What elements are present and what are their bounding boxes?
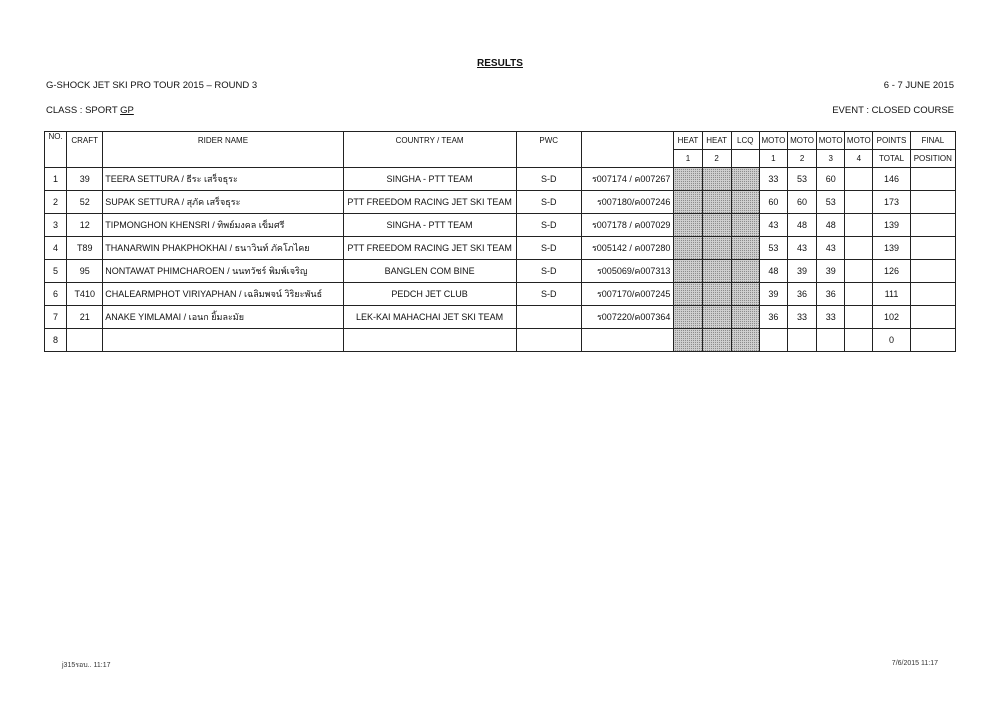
cell-moto-3: 60 (817, 168, 845, 191)
cell-no: 7 (45, 306, 67, 329)
col-pwc: PWC (516, 132, 581, 150)
cell-registration: ร005069/ค007313 (581, 260, 674, 283)
cell-moto-1: 60 (759, 191, 787, 214)
cell-heat-1 (674, 191, 702, 214)
cell-heat-2 (702, 237, 731, 260)
col-rider: RIDER NAME (103, 132, 343, 150)
class-label (46, 105, 134, 116)
cell-heat-2 (702, 214, 731, 237)
cell-team: BANGLEN COM BINE (343, 260, 516, 283)
table-row (45, 168, 956, 191)
cell-moto-2: 48 (787, 214, 816, 237)
cell-team: LEK-KAI MAHACHAI JET SKI TEAM (343, 306, 516, 329)
cell-moto-1: 33 (759, 168, 787, 191)
cell-final (910, 237, 955, 260)
class-prefix: CLASS : SPORT (46, 105, 121, 116)
cell-moto-4 (845, 260, 873, 283)
results-body (45, 168, 956, 352)
col-craft: CRAFT (67, 132, 103, 150)
cell-total: 139 (873, 237, 910, 260)
cell-moto-2 (787, 329, 816, 352)
cell-pwc: S-D (516, 214, 581, 237)
cell-lcq (731, 306, 759, 329)
cell-lcq (731, 329, 759, 352)
cell-final (910, 191, 955, 214)
cell-heat-2 (702, 283, 731, 306)
cell-no: 6 (45, 283, 67, 306)
cell-rider: ANAKE YIMLAMAI / เอนก ยิ้มละมัย (103, 306, 343, 329)
cell-total: 111 (873, 283, 910, 306)
cell-no: 1 (45, 168, 67, 191)
cell-rider: TEERA SETTURA / ธีระ เสร็จธุระ (103, 168, 343, 191)
cell-moto-3: 48 (817, 214, 845, 237)
cell-final (910, 168, 955, 191)
cell-moto-2: 36 (787, 283, 816, 306)
results-table (44, 131, 956, 352)
cell-final (910, 260, 955, 283)
col-rider-sub (103, 150, 343, 168)
cell-craft: T89 (67, 237, 103, 260)
cell-heat-1 (674, 237, 702, 260)
cell-moto-4 (845, 283, 873, 306)
table-row (45, 237, 956, 260)
col-moto-4-num: 4 (845, 150, 873, 168)
cell-heat-2 (702, 306, 731, 329)
cell-team (343, 329, 516, 352)
cell-moto-3 (817, 329, 845, 352)
cell-craft (67, 329, 103, 352)
cell-lcq (731, 260, 759, 283)
col-lcq-sub (731, 150, 759, 168)
cell-lcq (731, 283, 759, 306)
cell-registration: ร007180/ค007246 (581, 191, 674, 214)
cell-craft: T410 (67, 283, 103, 306)
cell-craft: 39 (67, 168, 103, 191)
col-registration-sub (581, 150, 674, 168)
cell-team: PEDCH JET CLUB (343, 283, 516, 306)
col-final: FINAL (910, 132, 955, 150)
cell-registration: ร007170/ค007245 (581, 283, 674, 306)
cell-heat-2 (702, 329, 731, 352)
col-craft-sub (67, 150, 103, 168)
col-points: POINTS (873, 132, 910, 150)
col-heat-1: HEAT (674, 132, 702, 150)
cell-pwc: S-D (516, 191, 581, 214)
cell-rider: NONTAWAT PHIMCHAROEN / นนทวัชร์ พิมพ์เจริญ (103, 260, 343, 283)
cell-no: 4 (45, 237, 67, 260)
cell-moto-3: 53 (817, 191, 845, 214)
cell-moto-4 (845, 191, 873, 214)
col-moto-2-num: 2 (787, 150, 816, 168)
table-row (45, 283, 956, 306)
cell-moto-1: 43 (759, 214, 787, 237)
cell-total: 173 (873, 191, 910, 214)
cell-registration: ร007178 / ค007029 (581, 214, 674, 237)
table-row (45, 329, 956, 352)
cell-moto-1: 36 (759, 306, 787, 329)
table-row (45, 306, 956, 329)
col-moto-3: MOTO (817, 132, 845, 150)
event-header (46, 80, 954, 91)
cell-moto-3: 43 (817, 237, 845, 260)
cell-moto-4 (845, 306, 873, 329)
cell-moto-1: 53 (759, 237, 787, 260)
cell-pwc: S-D (516, 260, 581, 283)
table-row (45, 260, 956, 283)
cell-moto-4 (845, 237, 873, 260)
cell-moto-4 (845, 168, 873, 191)
event-name: G-SHOCK JET SKI PRO TOUR 2015 – ROUND 3 (46, 80, 258, 91)
cell-pwc (516, 329, 581, 352)
cell-moto-3: 36 (817, 283, 845, 306)
cell-registration (581, 329, 674, 352)
cell-craft: 21 (67, 306, 103, 329)
col-country-sub (343, 150, 516, 168)
cell-moto-1: 48 (759, 260, 787, 283)
cell-pwc (516, 306, 581, 329)
cell-moto-2: 33 (787, 306, 816, 329)
cell-moto-2: 53 (787, 168, 816, 191)
cell-lcq (731, 168, 759, 191)
cell-heat-1 (674, 214, 702, 237)
cell-craft: 52 (67, 191, 103, 214)
table-row (45, 191, 956, 214)
col-moto-1-num: 1 (759, 150, 787, 168)
cell-no: 3 (45, 214, 67, 237)
cell-pwc: S-D (516, 283, 581, 306)
col-pwc-sub (516, 150, 581, 168)
cell-total: 102 (873, 306, 910, 329)
class-name: GP (120, 105, 134, 116)
col-registration (581, 132, 674, 150)
col-position: POSITION (910, 150, 955, 168)
cell-heat-1 (674, 306, 702, 329)
cell-rider: SUPAK SETTURA / สุภัค เสร็จธุระ (103, 191, 343, 214)
event-date: 6 - 7 JUNE 2015 (883, 80, 954, 91)
cell-moto-1 (759, 329, 787, 352)
cell-rider: CHALEARMPHOT VIRIYAPHAN / เฉลิมพจน์ วิริยะพันธ์ (103, 283, 343, 306)
cell-total: 146 (873, 168, 910, 191)
cell-pwc: S-D (516, 237, 581, 260)
cell-craft: 12 (67, 214, 103, 237)
cell-total: 126 (873, 260, 910, 283)
class-header (46, 105, 954, 116)
col-moto-3-num: 3 (817, 150, 845, 168)
cell-final (910, 283, 955, 306)
header-row-2 (45, 150, 956, 168)
col-heat-2-num: 2 (702, 150, 731, 168)
event-type: EVENT : CLOSED COURSE (832, 105, 954, 116)
cell-rider (103, 329, 343, 352)
col-heat-2: HEAT (702, 132, 731, 150)
cell-moto-2: 39 (787, 260, 816, 283)
cell-craft: 95 (67, 260, 103, 283)
col-moto-1: MOTO (759, 132, 787, 150)
cell-team: SINGHA - PTT TEAM (343, 214, 516, 237)
cell-lcq (731, 237, 759, 260)
cell-registration: ร007174 / ค007267 (581, 168, 674, 191)
cell-pwc: S-D (516, 168, 581, 191)
cell-team: PTT FREEDOM RACING JET SKI TEAM (343, 237, 516, 260)
cell-total: 139 (873, 214, 910, 237)
cell-heat-1 (674, 283, 702, 306)
cell-no: 5 (45, 260, 67, 283)
cell-team: SINGHA - PTT TEAM (343, 168, 516, 191)
cell-lcq (731, 214, 759, 237)
col-heat-1-num: 1 (674, 150, 702, 168)
cell-no: 8 (45, 329, 67, 352)
cell-rider: TIPMONGHON KHENSRI / ทิพย์มงคล เข็มศรี (103, 214, 343, 237)
cell-final (910, 329, 955, 352)
cell-no: 2 (45, 191, 67, 214)
cell-heat-1 (674, 260, 702, 283)
cell-heat-1 (674, 329, 702, 352)
cell-moto-4 (845, 214, 873, 237)
cell-moto-3: 33 (817, 306, 845, 329)
col-country: COUNTRY / TEAM (343, 132, 516, 150)
cell-registration: ร005142 / ค007280 (581, 237, 674, 260)
cell-moto-2: 43 (787, 237, 816, 260)
cell-heat-2 (702, 168, 731, 191)
col-moto-4: MOTO (845, 132, 873, 150)
cell-final (910, 214, 955, 237)
col-moto-2: MOTO (787, 132, 816, 150)
cell-registration: ร007220/ค007364 (581, 306, 674, 329)
cell-final (910, 306, 955, 329)
page-title: RESULTS (477, 58, 523, 69)
cell-team: PTT FREEDOM RACING JET SKI TEAM (343, 191, 516, 214)
cell-total: 0 (873, 329, 910, 352)
cell-moto-2: 60 (787, 191, 816, 214)
cell-heat-2 (702, 260, 731, 283)
col-lcq: LCQ (731, 132, 759, 150)
cell-lcq (731, 191, 759, 214)
table-row (45, 214, 956, 237)
cell-moto-3: 39 (817, 260, 845, 283)
cell-rider: THANARWIN PHAKPHOKHAI / ธนาวินท์ ภัคโภไคย (103, 237, 343, 260)
footer-left: j315รอบ.. 11:17 (62, 662, 111, 669)
col-total: TOTAL (873, 150, 910, 168)
cell-moto-4 (845, 329, 873, 352)
cell-heat-1 (674, 168, 702, 191)
col-no: NO. (45, 132, 67, 168)
footer-right: 7/6/2015 11:17 (891, 660, 938, 667)
cell-heat-2 (702, 191, 731, 214)
header-row-1 (45, 132, 956, 150)
cell-moto-1: 39 (759, 283, 787, 306)
